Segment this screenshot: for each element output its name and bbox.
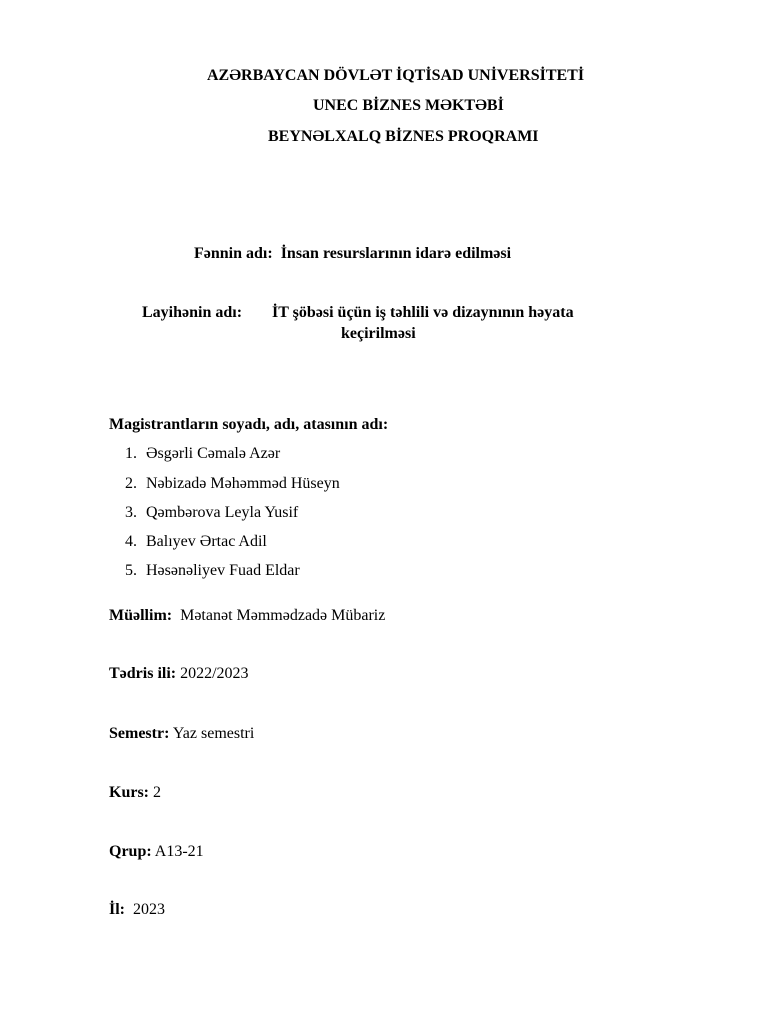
year-line [109,901,165,919]
list-item [125,533,267,551]
course-value: 2 [153,784,161,801]
list-item-number: 4. [125,533,137,550]
group-value: A13-21 [154,843,204,860]
project-label: Layihənin adı: [142,304,243,321]
list-item-number: 1. [125,445,137,462]
students-heading: Magistrantların soyadı, adı, atasının adı: [109,416,389,433]
list-item-name: Nəbizadə Məhəmməd Hüseyn [146,475,340,492]
academic-year-line [109,665,249,683]
project-line [142,304,574,322]
project-value-line1: İT şöbəsi üçün iş təhlili və dizaynının həyata [272,304,574,321]
subject-value: İnsan resurslarının idarə edilməsi [280,245,512,262]
teacher-value: Mətanət Məmmədzadə Mübariz [180,607,386,624]
semester-line [109,725,254,743]
list-item-name: Əsgərli Cəmalə Azər [146,445,281,462]
project-value-line2: keçirilməsi [341,325,416,342]
list-item-name: Qəmbərova Leyla Yusif [146,504,299,521]
school-name: UNEC BİZNES MƏKTƏBİ [313,97,504,114]
list-item [125,445,280,463]
course-label: Kurs: [109,784,149,801]
list-item [125,504,298,522]
course-line [109,784,161,802]
list-item-number: 2. [125,475,137,492]
subject-label: Fənnin adı: [194,245,273,262]
academic-year-value: 2022/2023 [180,665,249,682]
list-item-name: Həsənəliyev Fuad Eldar [146,562,300,579]
semester-label: Semestr: [109,725,170,742]
list-item [125,562,300,580]
group-label: Qrup: [109,843,152,860]
list-item-number: 3. [125,504,137,521]
subject-line [194,245,511,263]
group-line [109,843,204,861]
list-item-name: Balıyev Ərtac Adil [146,533,267,550]
year-label: İl: [109,901,125,918]
semester-value: Yaz semestri [172,725,255,742]
university-name: AZƏRBAYCAN DÖVLƏT İQTİSAD UNİVERSİTETİ [207,67,585,84]
year-value: 2023 [133,901,165,918]
academic-year-label: Tədris ili: [109,665,177,682]
teacher-line [109,607,385,625]
list-item [125,475,340,493]
list-item-number: 5. [125,562,137,579]
program-name: BEYNƏLXALQ BİZNES PROQRAMI [268,128,539,145]
teacher-label: Müəllim: [109,607,173,624]
